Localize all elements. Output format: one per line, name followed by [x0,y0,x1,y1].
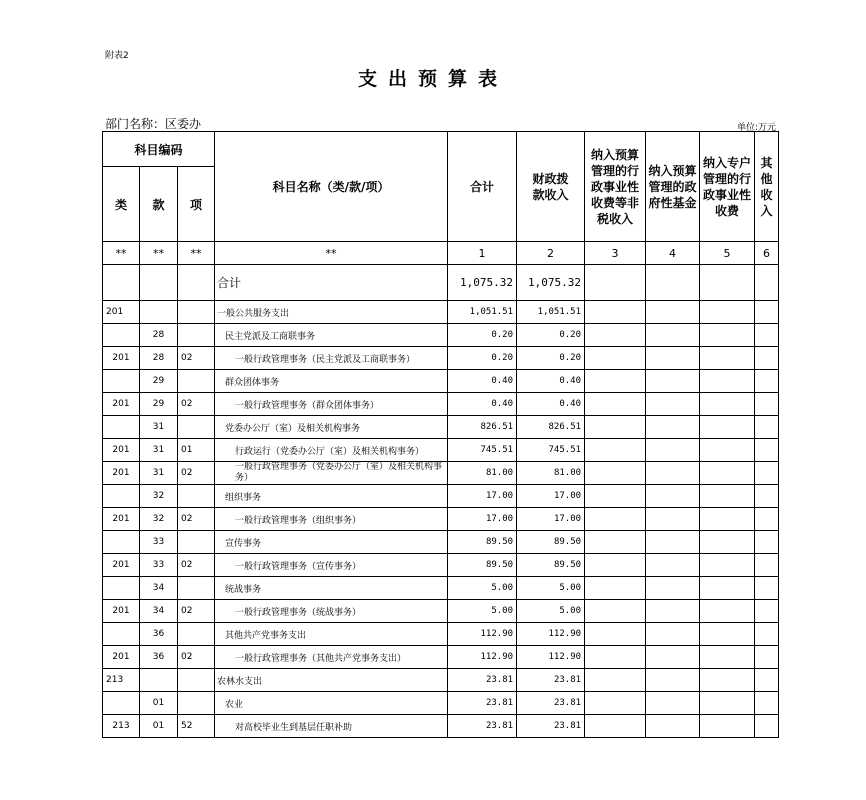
code-xiang: 02 [178,393,215,416]
table-row [103,623,779,646]
index-cell: ** [178,242,215,265]
subject-name: 一般行政管理事务（党委办公厅（室）及相关机构事务） [215,462,448,485]
index-cell: 1 [448,242,517,265]
empty-cell [585,508,646,531]
empty-cell [646,508,700,531]
code-lei: 201 [103,301,140,324]
code-lei: 201 [103,600,140,623]
code-xiang [178,370,215,393]
code-kuan [140,301,178,324]
header-budget-admin [585,132,646,242]
code-xiang [178,577,215,600]
header-xiang: 项 [178,167,215,242]
amount-fiscal: 0.40 [517,370,585,393]
empty-cell [700,439,755,462]
empty-cell [646,439,700,462]
amount-fiscal: 17.00 [517,508,585,531]
amount-fiscal: 23.81 [517,669,585,692]
empty-cell [755,439,779,462]
amount-fiscal: 17.00 [517,485,585,508]
subject-name: 群众团体事务 [215,370,448,393]
empty-cell [755,646,779,669]
header-special-account [700,132,755,242]
code-kuan: 33 [140,554,178,577]
subject-name: 行政运行（党委办公厅（室）及相关机构事务） [215,439,448,462]
amount-total: 89.50 [448,531,517,554]
subject-name: 统战事务 [215,577,448,600]
code-kuan: 28 [140,324,178,347]
code-kuan: 36 [140,623,178,646]
page-title: 支出预算表 [357,68,508,90]
code-lei [103,692,140,715]
code-xiang: 01 [178,439,215,462]
empty-cell [700,577,755,600]
empty-cell [646,669,700,692]
code-kuan: 31 [140,416,178,439]
table-row [103,508,779,531]
code-xiang: 02 [178,554,215,577]
table-row [103,692,779,715]
subject-name: 民主党派及工商联事务 [215,324,448,347]
empty-cell [755,531,779,554]
empty-cell [755,715,779,738]
empty-cell [755,416,779,439]
table-row [103,531,779,554]
subject-name: 一般行政管理事务（群众团体事务） [215,393,448,416]
code-xiang [178,485,215,508]
empty-cell [646,692,700,715]
empty-cell [646,577,700,600]
empty-cell [755,370,779,393]
amount-total: 1,051.51 [448,301,517,324]
table-row [103,416,779,439]
empty-cell [585,393,646,416]
code-kuan: 29 [140,393,178,416]
amount-total: 17.00 [448,485,517,508]
index-cell: 3 [585,242,646,265]
table-row [103,600,779,623]
table-row [103,485,779,508]
code-xiang [178,692,215,715]
code-xiang: 02 [178,347,215,370]
code-lei: 201 [103,554,140,577]
empty-cell [755,393,779,416]
code-lei [103,324,140,347]
table-row [103,324,779,347]
empty-cell [755,324,779,347]
code-kuan: 31 [140,439,178,462]
header-budget-admin-text: 纳入预算管理的行政事业性收费等非税收入 [591,147,640,226]
empty-cell [585,485,646,508]
code-lei: 201 [103,508,140,531]
subject-name: 党委办公厅（室）及相关机构事务 [215,416,448,439]
empty-cell [700,669,755,692]
code-kuan: 32 [140,508,178,531]
code-xiang: 02 [178,462,215,485]
subject-name: 农林水支出 [215,669,448,692]
empty-cell [755,462,779,485]
amount-fiscal: 0.40 [517,393,585,416]
empty-cell [585,715,646,738]
total-label: 合计 [215,265,448,301]
header-fiscal-text: 财政拨款收入 [532,171,569,202]
unit-label: 单位:万元 [736,123,776,133]
header-gov-fund-text: 纳入预算管理的政府性基金 [648,163,697,210]
empty-cell [755,347,779,370]
table-row [103,669,779,692]
empty-cell [585,646,646,669]
table-row [103,370,779,393]
code-lei [103,623,140,646]
empty-cell [646,393,700,416]
subject-name: 其他共产党事务支出 [215,623,448,646]
index-cell: ** [215,242,448,265]
empty-cell [585,347,646,370]
amount-total: 23.81 [448,692,517,715]
empty-cell [585,324,646,347]
empty-cell [755,669,779,692]
amount-fiscal: 89.50 [517,554,585,577]
table-row [103,577,779,600]
empty-cell [755,301,779,324]
empty-cell [585,301,646,324]
code-lei: 201 [103,393,140,416]
subject-name: 一般行政管理事务（其他共产党事务支出） [215,646,448,669]
empty-cell [585,439,646,462]
code-lei: 201 [103,347,140,370]
subject-name: 对高校毕业生到基层任职补助 [215,715,448,738]
header-name: 科目名称（类/款/项） [215,132,448,242]
empty-cell [700,301,755,324]
index-cell: 4 [646,242,700,265]
empty-cell [700,600,755,623]
empty-cell [585,554,646,577]
empty-cell [646,301,700,324]
code-kuan: 32 [140,485,178,508]
table-row [103,554,779,577]
code-kuan: 01 [140,715,178,738]
subject-name: 宣传事务 [215,531,448,554]
index-cell: ** [140,242,178,265]
amount-total: 0.40 [448,370,517,393]
amount-total: 0.40 [448,393,517,416]
empty-cell [646,554,700,577]
amount-total: 112.90 [448,623,517,646]
empty-cell [646,485,700,508]
code-lei: 201 [103,646,140,669]
empty-cell [700,370,755,393]
code-xiang [178,416,215,439]
table-row [103,301,779,324]
empty-cell [646,347,700,370]
subject-name: 一般行政管理事务（民主党派及工商联事务） [215,347,448,370]
empty-cell [585,600,646,623]
empty-cell [646,416,700,439]
header-lei: 类 [103,167,140,242]
code-lei: 213 [103,669,140,692]
code-xiang [178,301,215,324]
amount-total: 89.50 [448,554,517,577]
subject-name: 组织事务 [215,485,448,508]
empty-cell [646,370,700,393]
empty-cell [755,554,779,577]
empty-cell [700,347,755,370]
index-cell: 5 [700,242,755,265]
amount-total: 81.00 [448,462,517,485]
table-row [103,462,779,485]
empty-cell [585,531,646,554]
empty-cell [585,577,646,600]
code-kuan: 33 [140,531,178,554]
table-row [103,646,779,669]
empty-cell [700,324,755,347]
code-lei: 201 [103,462,140,485]
code-lei [103,370,140,393]
empty-cell [585,692,646,715]
amount-fiscal: 745.51 [517,439,585,462]
empty-cell [700,623,755,646]
empty-cell [585,623,646,646]
code-xiang [178,669,215,692]
amount-fiscal: 81.00 [517,462,585,485]
code-lei [103,416,140,439]
table-row [103,393,779,416]
empty-cell [585,462,646,485]
total-amount: 1,075.32 [448,265,517,301]
subject-name: 一般行政管理事务（组织事务） [215,508,448,531]
code-xiang [178,324,215,347]
header-code-group: 科目编码 [103,132,215,167]
amount-total: 23.81 [448,715,517,738]
empty-cell [700,485,755,508]
amount-total: 23.81 [448,669,517,692]
code-lei: 201 [103,439,140,462]
code-xiang: 52 [178,715,215,738]
subject-name: 一般行政管理事务（宣传事务） [215,554,448,577]
code-kuan: 31 [140,462,178,485]
code-kuan [140,669,178,692]
index-row [103,242,779,265]
empty-cell [755,692,779,715]
amount-fiscal: 112.90 [517,646,585,669]
code-kuan: 28 [140,347,178,370]
attachment-label: 附表2 [105,51,129,61]
code-kuan: 29 [140,370,178,393]
code-kuan: 34 [140,577,178,600]
empty-cell [646,715,700,738]
subject-name: 一般行政管理事务（统战事务） [215,600,448,623]
code-kuan: 01 [140,692,178,715]
header-other [755,132,779,242]
empty-cell [700,416,755,439]
amount-fiscal: 0.20 [517,324,585,347]
subject-name: 一般公共服务支出 [215,301,448,324]
amount-total: 745.51 [448,439,517,462]
index-cell: 6 [755,242,779,265]
index-cell: ** [103,242,140,265]
code-xiang: 02 [178,646,215,669]
header-other-text: 其他收入 [760,155,773,218]
code-kuan: 36 [140,646,178,669]
empty-cell [700,692,755,715]
empty-cell [755,508,779,531]
code-lei [103,485,140,508]
amount-fiscal: 0.20 [517,347,585,370]
empty-cell [646,462,700,485]
amount-fiscal: 23.81 [517,692,585,715]
header-fiscal [517,132,585,242]
amount-total: 112.90 [448,646,517,669]
total-row [103,265,779,301]
code-lei [103,531,140,554]
amount-fiscal: 112.90 [517,623,585,646]
empty-cell [585,416,646,439]
amount-total: 0.20 [448,324,517,347]
header-gov-fund [646,132,700,242]
amount-total: 5.00 [448,577,517,600]
empty-cell [700,393,755,416]
subject-name: 农业 [215,692,448,715]
total-fiscal: 1,075.32 [517,265,585,301]
amount-fiscal: 5.00 [517,577,585,600]
code-xiang: 02 [178,600,215,623]
amount-total: 5.00 [448,600,517,623]
amount-fiscal: 1,051.51 [517,301,585,324]
empty-cell [700,646,755,669]
empty-cell [755,623,779,646]
code-xiang [178,531,215,554]
amount-total: 0.20 [448,347,517,370]
header-kuan: 款 [140,167,178,242]
code-lei [103,577,140,600]
empty-cell [646,623,700,646]
empty-cell [585,669,646,692]
code-xiang [178,623,215,646]
amount-fiscal: 23.81 [517,715,585,738]
empty-cell [755,485,779,508]
amount-fiscal: 89.50 [517,531,585,554]
empty-cell [700,554,755,577]
empty-cell [585,370,646,393]
code-xiang: 02 [178,508,215,531]
empty-cell [755,600,779,623]
empty-cell [700,715,755,738]
code-kuan: 34 [140,600,178,623]
header-special-account-text: 纳入专户管理的行政事业性收费 [703,155,752,218]
amount-total: 17.00 [448,508,517,531]
code-lei: 213 [103,715,140,738]
empty-cell [700,462,755,485]
table-row [103,715,779,738]
header-total: 合计 [448,132,517,242]
empty-cell [755,577,779,600]
budget-table [102,131,779,738]
amount-fiscal: 5.00 [517,600,585,623]
empty-cell [646,324,700,347]
empty-cell [646,531,700,554]
amount-total: 826.51 [448,416,517,439]
table-row [103,439,779,462]
table-row [103,347,779,370]
empty-cell [700,508,755,531]
department-name: 部门名称：区委办 [105,117,202,131]
index-cell: 2 [517,242,585,265]
empty-cell [700,531,755,554]
empty-cell [646,646,700,669]
empty-cell [646,600,700,623]
amount-fiscal: 826.51 [517,416,585,439]
